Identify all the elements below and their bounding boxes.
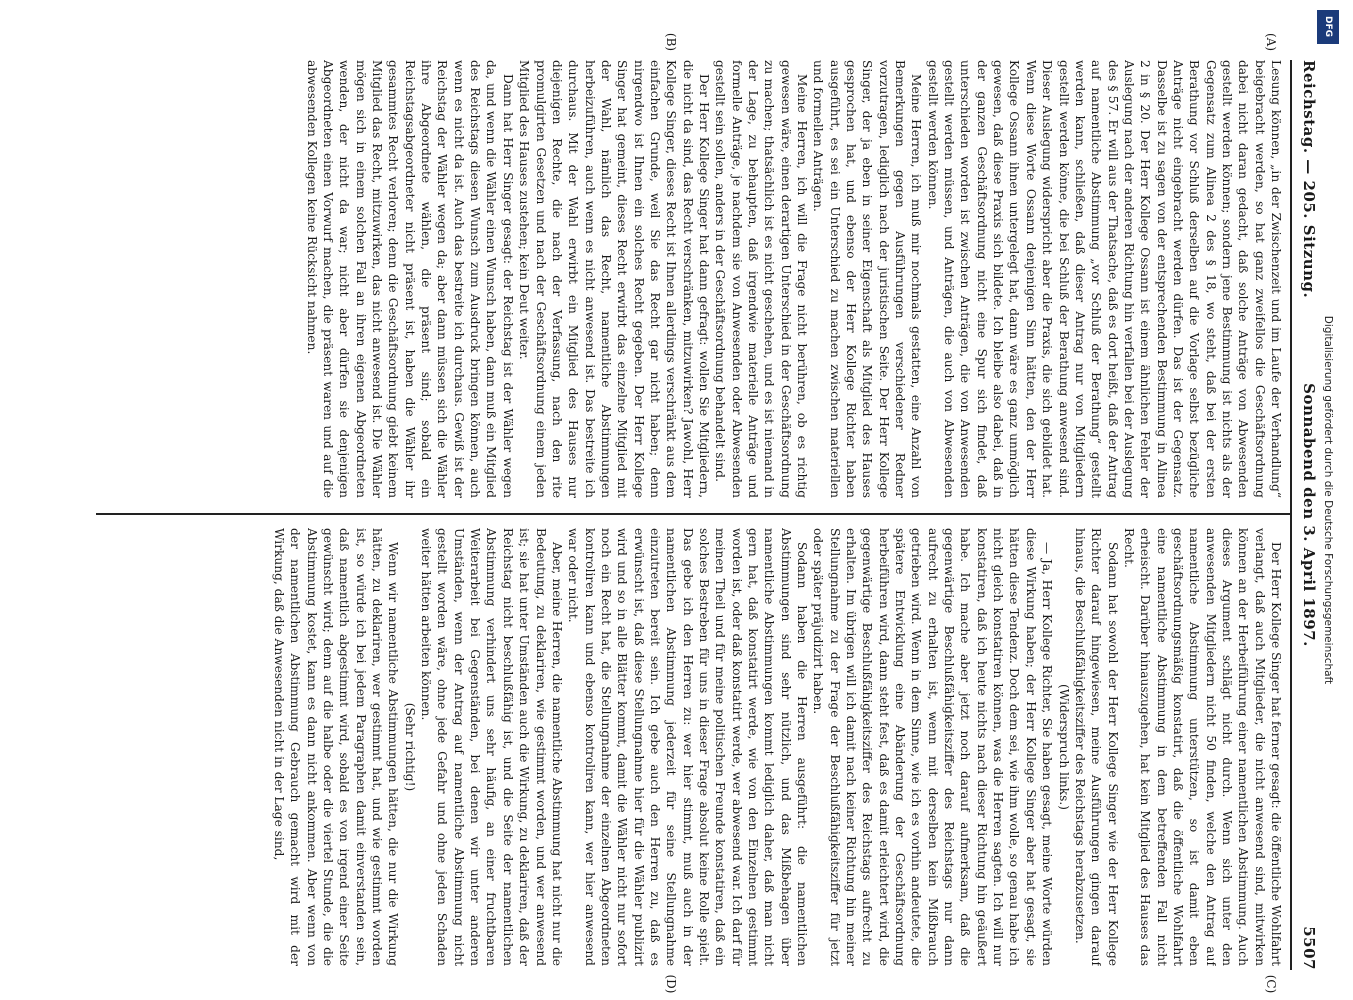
- right-column: [96, 528, 1284, 966]
- paragraph: Aber, meine Herren, die namentliche Abstimmung hat nicht nur die Bedeutung, zu deklariren, wie gestimmt worden, und wer anwesend ist; sie hat unter Umständen auch die Wirkung, zu deklariren, daß der Reichstag nicht beschlußfähig ist, und die Seite der namentlichen Abstimmung verhindert uns sehr häufig, an einer fruchtbaren Weiterarbeit bei Gegenständen, bei denen wir unter anderen Umständen, wenn der Antrag auf namentliche Abstimmung nicht gestellt worden wäre, ohne jede Gefahr und ohne jeden Schaden weiter hätten arbeiten können.: [419, 528, 564, 966]
- column-divider: [96, 513, 1290, 515]
- paragraph: Meine Herren, ich will die Frage nicht berühren, ob es richtig gewesen wäre, einen derartigen Unterschied in der Geschäftsordnung zu machen; thatsächlich ist es nicht geschehen, und es ist niemand in der Lage, zu behaupten, daß irgendwie materielle Anträge und formelle Anträge, je nachdem sie von Anwesenden oder Abwesenden gestellt sein sollen, anders in der Geschäftsordnung behandelt sind.: [713, 60, 810, 498]
- paragraph: Der Herr Kollege Singer hat dann gefragt: wollen Sie Mitgliedern, die nicht da sind, das Recht verschränken, mitzuwirken? Jawohl, Herr Kollege Singer, dieses Recht ist Ihnen allerdings verschränkt aus dem einfachen Grunde, weil Sie das Recht gar nicht haben; denn nirgendwo ist Ihnen ein solches Recht gegeben. Der Herr Kollege Singer hat gemeint, dieses Recht erwirbt das einzelne Mitglied mit der Wahl, nämlich das Recht, namentliche Abstimmungen herbeizuführen, auch wenn es nicht anwesend ist. Das bestreite ich durchaus. Mit der Wahl erwirbt ein Mitglied des Hauses nur diejenigen Rechte, die nach der Verfassung, nach den rite promulgirten Gesetzen und nach der Geschäftsordnung einem jeden Mitglied des Hauses zustehen; kein Deut weiter.: [517, 60, 711, 498]
- credit-text: Digitalisierung gefördert durch die Deutsche Forschungsgemeinschaft: [1322, 315, 1334, 685]
- rotated-page: [96, 32, 1318, 994]
- left-column: [96, 60, 1284, 498]
- margin-mark-a: (A): [1264, 32, 1278, 52]
- header-date: Sonnabend den 3. April 1897.: [1300, 383, 1318, 647]
- interjection: (Widerspruch links.): [1056, 684, 1071, 810]
- page-number: 5507: [1300, 926, 1318, 970]
- paragraph: Sodann haben die Herren ausgeführt: die namentlichen Abstimmungen sind sehr nützlich, und das Mißbehagen über namentliche Abstimmungen kommt lediglich daher, daß man nicht gern hat, daß konstatirt werde, wie von den Einzelnen gestimmt worden ist, oder daß konstatirt werde, wer abwesend war. Ich darf für meinen Theil und für meine politischen Freunde konstatiren, daß ein solches Bestreben für uns in dieser Frage absolut keine Rolle spielt. Das gebe ich den Herren zu: wer hier stimmt, muß auch in der namentlichen Abstimmung jederzeit für seine Stellungnahme einzutreten bereit sein. Ich gebe auch den Herren zu, daß es erwünscht ist, daß diese Stellungnahme hier für die Wähler publizirt wird und so in alle Blätter kommt, damit die Wähler nicht nur sofort noch ein Recht hat, die Stellungnahme der einzelnen Abgeordneten kontroliren kann und ebenso kontroliren kann, wer hier anwesend war oder nicht.: [566, 528, 810, 966]
- paragraph: Sodann hat sowohl der Herr Kollege Singer wie der Herr Kollege Richter darauf hingewiesen, meine Ausführungen gingen darauf hinaus, die Beschlußfähigkeitsziffer des Reichstags herabzusetzen.: [1072, 528, 1120, 966]
- paragraph: Dann hat Herr Singer gesagt: der Reichstag ist der Wähler wegen da, und wenn die Wähler einen Wunsch haben, dann muß ein Mitglied des Reichstags diesen Wunsch zum Ausdruck bringen können, auch wenn es nicht da ist. Auch das bestreite ich durchaus. Gewiß ist der Reichstag der Wähler wegen da; aber dann müssen sich die Wähler ihre Abgeordnete wählen, die präsent sind; sobald ein Reichstagsabgeordneter nicht präsent ist, haben die Wähler ihr gesammtes Recht verloren; denn die Geschäftsordnung giebt keinem Mitglied das Recht, mitzuwirken, das nicht anwesend ist. Die Wähler mögen sich in einem solchen Fall an ihren eigenen Abgeordneten wenden, der nicht da war; nicht aber dürfen sie denjenigen Abgeordneten einen Vorwurf machen, die präsent waren und auf die abwesenden Kollegen keine Rücksicht nahmen.: [304, 60, 515, 498]
- header-left: Reichstag. — 205. Sitzung.: [1300, 60, 1318, 299]
- interjection: (Sehr richtig!): [402, 702, 417, 792]
- paragraph: Meine Herren, ich muß mir nochmals gestatten, eine Anzahl von Bemerkungen gegen Ausführungen verschiedener Redner vorzutragen, lediglich nach der juristischen Seite. Der Herr Kollege Singer, der ja eben in seiner Eigenschaft als Mitglied des Hauses gesprochen hat, und ebenso der Herr Kollege Richter haben ausgeführt, es sei ein Unterschied zu machen zwischen materiellen und formellen Anträgen.: [811, 60, 924, 498]
- digitization-credit: [1308, 6, 1348, 994]
- margin-mark-c: (C): [1264, 974, 1278, 994]
- paragraph: Wenn wir namentliche Abstimmungen hätten, die nur die Wirkung hätten, zu deklariren, wer gestimmt hat, und wie gestimmt worden ist, so würde ich bei jedem Paragraphen damit einverstanden sein, daß namentlich abgestimmt wird, sobald es von irgend einer Seite gewünscht wird; denn auf die halbe oder die viertel Stunde, die die Abstimmung kostet, kann es dann nicht ankommen. Aber wenn von der namentlichen Abstimmung Gebrauch gemacht wird mit der Wirkung, daß die Anwesenden nicht in der Lage sind,: [272, 528, 401, 966]
- dfg-logo: DFG: [1317, 10, 1339, 44]
- paragraph: Der Herr Kollege Singer hat ferner gesagt: die öffentliche Wohlfahrt verlangt, daß auch Mitglieder, die nicht anwesend sind, mitwirken können an der Herbeiführung einer namentlichen Abstimmung. Auch dieses Argument schlägt nicht durch. Wenn sich unter den anwesenden Mitgliedern nicht 50 finden, welche den Antrag auf namentliche Abstimmung unterstützen, so ist damit eben geschäftsordnungsmäßig konstatirt, daß die öffentliche Wohlfahrt eine namentliche Abstimmung in dem betreffenden Fall nicht erheischt. Darüber hinauszugehen, hat kein Mitglied des Hauses das Recht.: [1121, 528, 1283, 966]
- margin-mark-b: (B): [664, 32, 678, 52]
- header-rule: [1290, 60, 1292, 970]
- margin-mark-d: (D): [664, 974, 678, 994]
- paragraph: — Ja, Herr Kollege Richter, Sie haben gesagt, meine Worte würden diese Wirkung haben; der Herr Kollege Singer aber hat gesagt, sie hätten diese Tendenz. Doch dem sei, wie ihm wolle, so genau habe ich nicht gleich konstatiren können, was die Herren sagten. Ich will nur konstatiren, daß ich heute nichts nach dieser Richtung hin geäußert habe. Ich mache aber jetzt noch darauf aufmerksam, daß die gegenwärtige Beschlußfähigkeitsziffer des Reichstags nur dann aufrecht zu erhalten ist, wenn mit derselben kein Mißbrauch getrieben wird. Wenn in dem Sinne, wie ich es vorhin andeutete, die spätere Entwicklung eine Abänderung der Geschäftsordnung herbeiführen wird, dann steht fest, daß es damit erleichtert wird, die gegenwärtige Beschlußfähigkeitsziffer des Reichstags aufrecht zu erhalten. Im übrigen will ich damit nach keiner Richtung hin meiner Stellungnahme zu der Frage der Beschlußfähigkeitsziffer für jetzt oder später präjudizirt haben.: [811, 528, 1055, 966]
- paragraph: Lesung können, „in der Zwischenzeit und im Laufe der Verhandlung“ beigebracht werden, so hat ganz zweifellos die Geschäftsordnung dabei nicht daran gedacht, daß solche Anträge von Abwesenden gestellt werden können; sondern jene Bestimmung ist nichts als der Gegensatz zum Alinea 2 des § 18, wo steht, daß bei der ersten Berathung vor Schluß derselben auf die Vorlage selbst bezügliche Anträge nicht eingebracht werden dürfen. Das ist der Gegensatz. Dasselbe ist zu sagen von der entsprechenden Bestimmung in Alinea 2 in § 20. Der Herr Kollege Ossann ist einem ähnlichen Fehler der Auslegung nach der anderen Richtung hin verfallen bei der Auslegung des § 57. Er will aus der Thatsache, daß es dort heißt, daß der Antrag auf namentliche Abstimmung „vor Schluß der Berathung“ gestellt werden kann, schließen, daß dieser Antrag nur von Mitgliedern gestellt werden könne, die bei Schluß der Berathung anwesend sind. Dieser Auslegung widerspricht aber die Praxis, die sich gebildet hat. Wenn diese Worte Ossann denjenigen Sinn hätten, den der Herr Kollege Ossann ihnen untergelegt hat, dann wäre es ganz unmöglich gewesen, daß diese Praxis sich bildete. Ich bleibe also dabei, daß in der ganzen Geschäftsordnung nicht eine Spur sich findet, daß unterschieden worden ist zwischen Anträgen, die von Anwesenden gestellt werden müssen, und Anträgen, die auch von Abwesenden gestellt werden können.: [925, 60, 1283, 498]
